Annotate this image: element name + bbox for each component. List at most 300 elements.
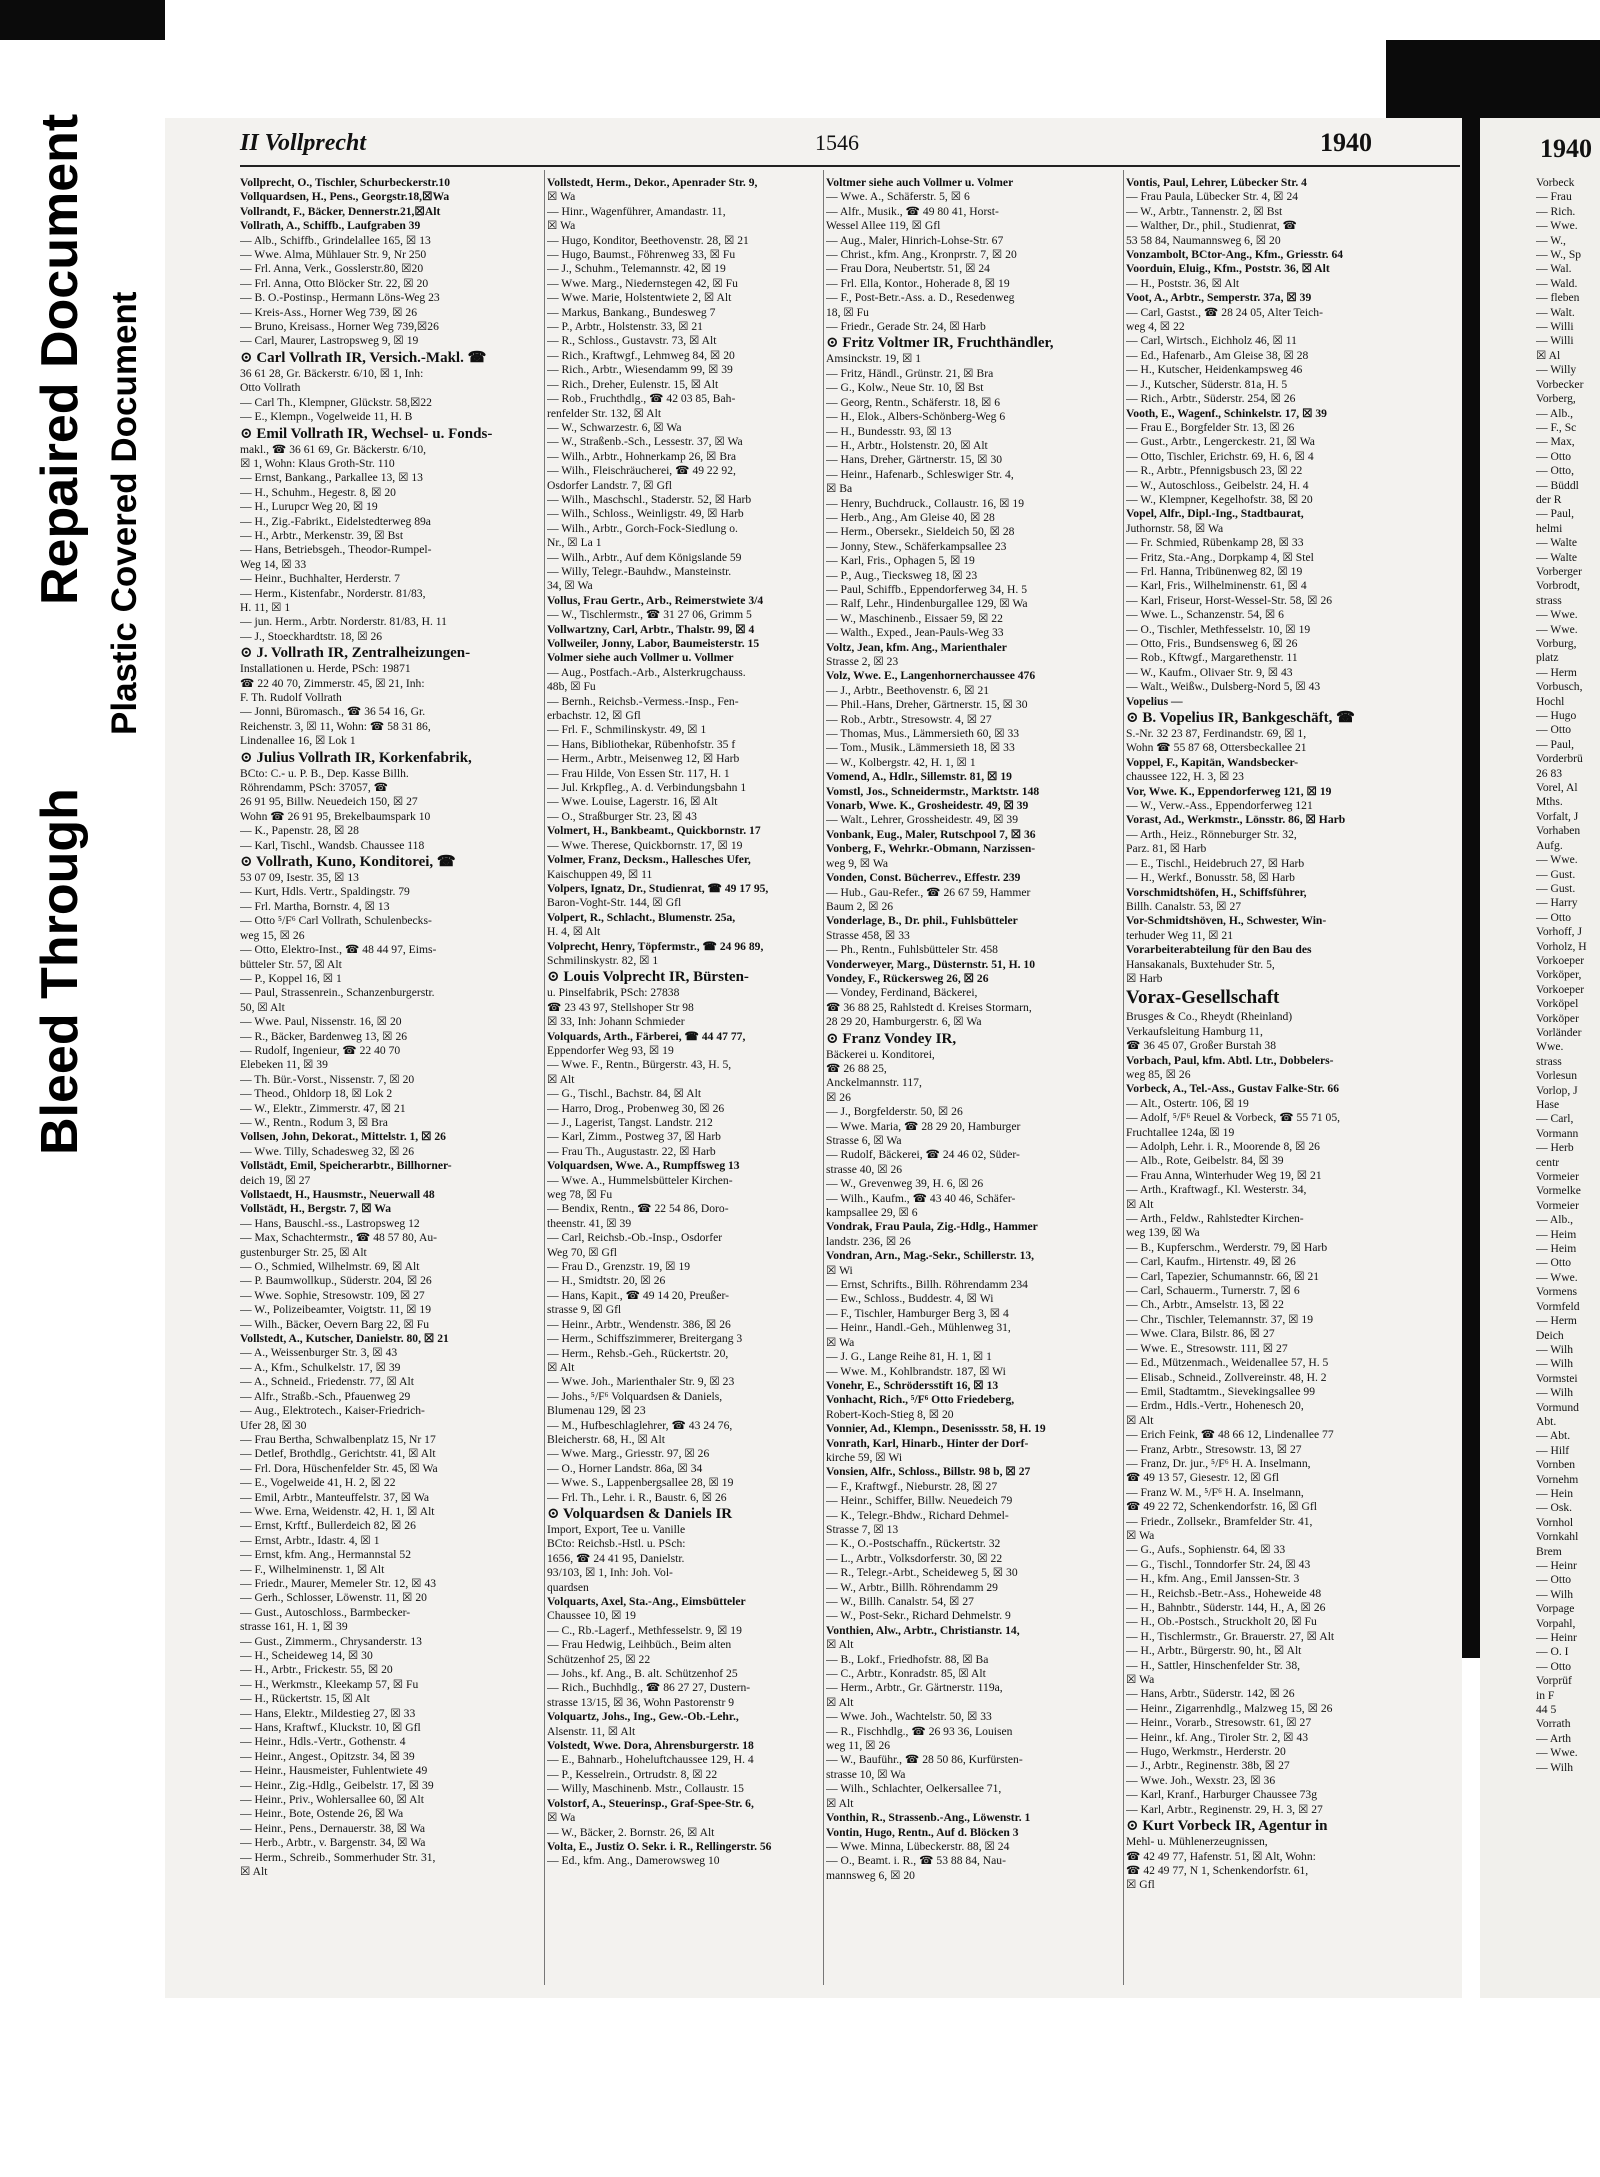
directory-entry: Volquarts, Axel, Sta.-Ang., Eimsbütteler bbox=[547, 1595, 746, 1608]
facing-page-entry: — Willi bbox=[1536, 334, 1574, 348]
facing-page-entry: — Harry bbox=[1536, 896, 1578, 910]
directory-entry: Wohn ☎ 55 87 68, Ottersbeckallee 21 bbox=[1126, 741, 1307, 755]
directory-entry: Vollquardsen, H., Pens., Georgstr.18,☒Wa bbox=[240, 190, 450, 204]
directory-entry: Vollstädt, H., Bergstr. 7, ☒ Wa bbox=[240, 1202, 392, 1216]
directory-entry: — Frau E., Borgfelder Str. 13, ☒ 26 bbox=[1126, 420, 1295, 434]
directory-entry: — F., Kraftwgf., Nieburstr. 28, ☒ 27 bbox=[826, 1479, 998, 1493]
directory-entry: — K., Papenstr. 28, ☒ 28 bbox=[240, 824, 359, 838]
directory-entry: — Gerh., Schlosser, Löwenstr. 11, ☒ 20 bbox=[240, 1591, 427, 1605]
facing-page-entry: — Wwe. bbox=[1536, 1746, 1578, 1760]
directory-entry: — Hans, Dreher, Gärtnerstr. 15, ☒ 30 bbox=[826, 453, 1003, 467]
facing-page-entry: Vormeier bbox=[1536, 1170, 1579, 1184]
directory-entry: Volquardsen, Wwe. A., Rumpffsweg 13 bbox=[547, 1159, 740, 1173]
directory-entry: ⊙ Julius Vollrath IR, Korkenfabrik, bbox=[240, 749, 472, 766]
directory-entry: — Herm., Arbtr., Meisenweg 12, ☒ Harb bbox=[547, 752, 740, 766]
directory-entry: — Ed., kfm. Ang., Damerowsweg 10 bbox=[547, 1854, 720, 1868]
directory-entry: — Aug., Postfach.-Arb., Alsterkrugchauss. bbox=[547, 665, 746, 679]
directory-entry: — Heinr., Bote, Ostende 26, ☒ Wa bbox=[240, 1807, 404, 1821]
directory-entry: — H., Lurupcr Weg 20, ☒ 19 bbox=[240, 500, 378, 514]
facing-page-entry: — Frau bbox=[1536, 190, 1572, 204]
directory-entry: — Heinr., Zig.-Hdlg., Geibelstr. 17, ☒ 39 bbox=[240, 1778, 434, 1792]
directory-entry: Strasse 6, ☒ Wa bbox=[826, 1134, 902, 1147]
facing-page-entry: Vorkoeper bbox=[1536, 953, 1585, 967]
directory-entry: — Ernst, Bankang., Parkallee 13, ☒ 13 bbox=[240, 471, 423, 485]
directory-entry: 18, ☒ Fu bbox=[826, 305, 869, 319]
directory-entry: Vonhacht, Rich., ⁵/F⁶ Otto Friedeberg, bbox=[826, 1393, 1015, 1407]
directory-entry: — Herm., Rehsb.-Geh., Rückertstr. 20, bbox=[547, 1346, 729, 1360]
directory-entry: weg 78, ☒ Fu bbox=[547, 1188, 613, 1202]
directory-entry: Schützenhof 25, ☒ 22 bbox=[547, 1652, 651, 1666]
directory-entry: — Arth., Feldw., Rahlstedter Kirchen- bbox=[1126, 1212, 1304, 1226]
directory-entry: Vonthien, Alw., Arbtr., Christianstr. 14, bbox=[826, 1623, 1020, 1637]
directory-entry: — Jul. Krkpfleg., A. d. Verbindungsbahn 1 bbox=[547, 781, 747, 795]
facing-page-entry: — Otto, bbox=[1536, 464, 1575, 478]
facing-page-entry: — Alb., bbox=[1536, 1213, 1574, 1227]
facing-page-entry: Vorländer bbox=[1536, 1025, 1582, 1039]
directory-entry: makl., ☎ 36 61 69, Gr. Bäckerstr. 6/10, bbox=[240, 442, 427, 456]
directory-entry: — Heinr., Buchhalter, Herderstr. 7 bbox=[240, 572, 400, 586]
directory-entry: — Carl, Schauerm., Turnerstr. 7, ☒ 6 bbox=[1126, 1284, 1300, 1298]
directory-entry: — C., Arbtr., Konradstr. 85, ☒ Alt bbox=[826, 1667, 986, 1681]
directory-entry: Vollrath, A., Schiffb., Laufgraben 39 bbox=[240, 219, 421, 233]
facing-page-entry: strass bbox=[1536, 1054, 1562, 1068]
directory-entry: Vontis, Paul, Lehrer, Lübecker Str. 4 bbox=[1126, 176, 1307, 189]
directory-entry: ⊙ Kurt Vorbeck IR, Agentur in bbox=[1126, 1818, 1328, 1835]
directory-entry: — Fr. Schmied, Rübenkamp 28, ☒ 33 bbox=[1126, 536, 1304, 550]
directory-entry: Vonthin, R., Strassenb.-Ang., Löwenstr. 1 bbox=[826, 1811, 1031, 1825]
directory-entry: — Johs., kf. Ang., B. alt. Schützenhof 25 bbox=[547, 1667, 738, 1681]
directory-entry: — Frl. Hanna, Tribünenweg 82, ☒ 19 bbox=[1126, 564, 1303, 578]
directory-entry: u. Pinselfabrik, PSch: 27838 bbox=[547, 986, 680, 1000]
directory-entry: — Wwe. Sophie, Stresowstr. 109, ☒ 27 bbox=[240, 1288, 425, 1302]
directory-entry: — Rich., Buchhdlg., ☎ 86 27 27, Dustern- bbox=[547, 1681, 751, 1695]
facing-page-entry: — Wilh bbox=[1536, 1386, 1574, 1400]
facing-page-entry: Vornben bbox=[1536, 1458, 1576, 1472]
directory-entry: — A., Kfm., Schulkelstr. 17, ☒ 39 bbox=[240, 1360, 401, 1374]
facing-page-entry: — Hilf bbox=[1536, 1443, 1570, 1457]
directory-entry: — H., Arbtr., Holstenstr. 20, ☒ Alt bbox=[826, 438, 988, 452]
directory-entry: Vonden, Const. Bücherrev., Effestr. 239 bbox=[826, 871, 1021, 885]
directory-entry: — Kreis-Ass., Horner Weg 739, ☒ 26 bbox=[240, 305, 418, 319]
directory-entry: — Heinr., Priv., Wohlersallee 60, ☒ Alt bbox=[240, 1793, 424, 1807]
directory-entry: ⊙ Carl Vollrath IR, Versich.-Makl. ☎ bbox=[240, 349, 487, 366]
directory-entry: — Wwe. Joh., Wachtelstr. 50, ☒ 33 bbox=[826, 1710, 992, 1724]
facing-page-entry: — Willy bbox=[1536, 363, 1577, 377]
facing-page-entry: Vorbecker bbox=[1536, 377, 1584, 391]
directory-entry: quardsen bbox=[547, 1580, 589, 1594]
directory-entry: — W., Arbtr., Billh. Röhrendamm 29 bbox=[826, 1580, 998, 1594]
directory-entry: — Hinr., Wagenführer, Amandastr. 11, bbox=[547, 204, 726, 218]
directory-entry: — Emil, Arbtr., Manteuffelstr. 37, ☒ Wa bbox=[240, 1490, 430, 1504]
directory-entry: — W., Rentn., Rodum 3, ☒ Bra bbox=[240, 1115, 388, 1129]
directory-entry: — Elisab., Schneid., Zollvereinstr. 48, H. 2 bbox=[1126, 1370, 1327, 1384]
directory-entry: ☒ 33, Inh: Johann Schmieder bbox=[547, 1015, 685, 1029]
directory-entry: — Bernh., Reichsb.-Vermess.-Insp., Fen- bbox=[547, 694, 739, 708]
directory-entry: — Heinr., Hafenarb., Schleswiger Str. 4, bbox=[826, 467, 1014, 481]
directory-entry: — Rich., Arbtr., Wiesendamm 99, ☒ 39 bbox=[547, 363, 733, 377]
directory-entry: ☒ Alt bbox=[826, 1796, 854, 1810]
directory-entry: ☎ 26 88 25, bbox=[826, 1061, 887, 1075]
facing-page-entry: Vorprüf bbox=[1536, 1674, 1572, 1688]
directory-entry: Import, Export, Tee u. Vanille bbox=[547, 1522, 686, 1536]
facing-page-entry: — Walte bbox=[1536, 550, 1578, 564]
facing-page-entry: Vorrath bbox=[1536, 1717, 1571, 1731]
directory-entry: — Frl. Martha, Bornstr. 4, ☒ 13 bbox=[240, 899, 390, 913]
directory-entry: Billh. Canalstr. 53, ☒ 27 bbox=[1126, 899, 1242, 913]
facing-page-entry: Wwe. bbox=[1536, 1040, 1564, 1054]
directory-entry: landstr. 236, ☒ 26 bbox=[826, 1234, 911, 1248]
directory-entry: — W., Post-Sekr., Richard Dehmelstr. 9 bbox=[826, 1609, 1011, 1623]
facing-page-entry: — Wwe. bbox=[1536, 622, 1578, 636]
directory-column-2 bbox=[547, 176, 845, 1986]
facing-page-entry: — fleben bbox=[1536, 291, 1580, 305]
facing-page-entry: Vormeier bbox=[1536, 1198, 1579, 1212]
directory-entry: — Heinr., Zigarrenhdlg., Malzweg 15, ☒ 26 bbox=[1126, 1701, 1333, 1715]
directory-entry: — Max, Schachtermstr., ☎ 48 57 80, Au- bbox=[240, 1231, 438, 1245]
directory-entry: — F., Post-Betr.-Ass. a. D., Resedenweg bbox=[826, 291, 1015, 305]
directory-entry: — Herm., Arbtr., Gr. Gärtnerstr. 119a, bbox=[826, 1681, 1003, 1695]
directory-entry: — H., Tischlermstr., Gr. Brauerstr. 27, ☒ Alt bbox=[1126, 1629, 1335, 1643]
directory-entry: — Bendix, Rentn., ☎ 22 54 86, Doro- bbox=[547, 1202, 729, 1216]
directory-entry: — Th. Bür.-Vorst., Nissenstr. 7, ☒ 20 bbox=[240, 1072, 415, 1086]
facing-page-entry: Vorhoff, J bbox=[1536, 925, 1582, 939]
facing-page-entry: — Wilh bbox=[1536, 1587, 1574, 1601]
directory-entry: — Otto, Tischler, Erichstr. 69, H. 6, ☒ 4 bbox=[1126, 449, 1314, 463]
directory-entry: ☒ Wa bbox=[1126, 1673, 1155, 1687]
directory-entry: — Phil.-Hans, Dreher, Gärtnerstr. 15, ☒ 30 bbox=[826, 698, 1028, 712]
facing-page-entry: — Wald. bbox=[1536, 276, 1578, 290]
directory-entry: — Frl. Anna, Otto Blöcker Str. 22, ☒ 20 bbox=[240, 276, 429, 290]
directory-entry: Voot, A., Arbtr., Semperstr. 37a, ☒ 39 bbox=[1126, 291, 1312, 305]
facing-page-entry: Hase bbox=[1536, 1098, 1560, 1111]
facing-page-entry: — Herm bbox=[1536, 665, 1577, 679]
directory-entry: ☎ 42 49 77, N 1, Schenkendorfstr. 61, bbox=[1126, 1863, 1309, 1877]
directory-entry: — Carl, Tapezier, Schumannstr. 66, ☒ 21 bbox=[1126, 1269, 1320, 1283]
directory-entry: — Kurt, Hdls. Vertr., Spaldingstr. 79 bbox=[240, 885, 410, 899]
directory-entry: Vonrath, Karl, Hinarb., Hinter der Dorf- bbox=[826, 1436, 1029, 1450]
directory-entry: — J., Lagerist, Tangst. Landstr. 212 bbox=[547, 1116, 713, 1129]
directory-entry: — Heinr., Handl.-Geh., Mühlenweg 31, bbox=[826, 1321, 1011, 1335]
directory-entry: — G., Tischl., Bachstr. 84, ☒ Alt bbox=[547, 1087, 702, 1101]
directory-entry: ⊙ Franz Vondey IR, bbox=[826, 1030, 957, 1047]
facing-page-entry: Vorlop, J bbox=[1536, 1083, 1578, 1097]
directory-entry: renfelder Str. 132, ☒ Alt bbox=[547, 406, 662, 420]
directory-entry: — K., O.-Postschaffn., Rückertstr. 32 bbox=[826, 1537, 1001, 1551]
directory-entry: — Wwe. E., Stresowstr. 111, ☒ 27 bbox=[1126, 1341, 1288, 1355]
directory-entry: Vollstedt, A., Kutscher, Danielstr. 80, ☒ 21 bbox=[240, 1332, 449, 1346]
directory-entry: Voltmer siehe auch Vollmer u. Volmer bbox=[826, 176, 1014, 189]
page-number: 1546 bbox=[815, 130, 859, 155]
directory-entry: Brusges & Co., Rheydt (Rheinland) bbox=[1126, 1010, 1293, 1024]
directory-entry: — W., Grevenweg 39, H. 6, ☒ 26 bbox=[826, 1177, 984, 1191]
directory-entry: ☒ Alt bbox=[240, 1865, 268, 1879]
directory-entry: — Aug., Maler, Hinrich-Lohse-Str. 67 bbox=[826, 233, 1004, 247]
directory-entry: strasse 40, ☒ 26 bbox=[826, 1162, 903, 1176]
directory-entry: — Chr., Tischler, Telemannstr. 37, ☒ 19 bbox=[1126, 1312, 1313, 1326]
directory-entry: ⊙ Volquardsen & Daniels IR bbox=[547, 1505, 733, 1522]
directory-entry: weg 9, ☒ Wa bbox=[826, 856, 889, 870]
directory-entry: — Theod., Ohldorp 18, ☒ Lok 2 bbox=[240, 1087, 393, 1101]
directory-entry: — Herm., Schiffszimmerer, Breitergang 3 bbox=[547, 1332, 743, 1346]
directory-entry: — jun. Herm., Arbtr. Norderstr. 81/83, H. 11 bbox=[240, 615, 447, 629]
scanner-edge-top-right bbox=[1386, 40, 1600, 120]
directory-entry: S.-Nr. 32 23 87, Ferdinandstr. 69, ☒ 1, bbox=[1126, 727, 1307, 741]
directory-entry: Vonderweyer, Marg., Düsternstr. 51, H. 10 bbox=[826, 957, 1035, 971]
facing-page-entry: — Otto bbox=[1536, 449, 1572, 463]
directory-entry: Strasse 2, ☒ 23 bbox=[826, 655, 899, 668]
directory-entry: — Hugo, Werkmstr., Herderstr. 20 bbox=[1126, 1745, 1286, 1759]
directory-entry: — Erdm., Hdls.-Vertr., Hohenesch 20, bbox=[1126, 1399, 1304, 1413]
facing-page-entry: Mths. bbox=[1536, 795, 1563, 809]
facing-page-entry: — Otto bbox=[1536, 1573, 1572, 1587]
directory-entry: — Alfr., Musik., ☎ 49 80 41, Horst- bbox=[826, 204, 999, 218]
directory-entry: Vonzambolt, BCtor-Ang., Kfm., Griesstr. 64 bbox=[1126, 248, 1344, 262]
directory-entry: — Ph., Rentn., Fuhlsbütteler Str. 458 bbox=[826, 943, 998, 957]
facing-page-entry: strass bbox=[1536, 593, 1562, 607]
directory-entry: — Otto ⁵/F⁶ Carl Vollrath, Schulenbecks- bbox=[240, 914, 432, 928]
facing-page-column bbox=[1536, 176, 1600, 1775]
directory-entry: — Frau D., Grenzstr. 19, ☒ 19 bbox=[547, 1260, 691, 1274]
directory-entry: — Otto, Fris., Bundsensweg 6, ☒ 26 bbox=[1126, 637, 1298, 650]
directory-entry: — E., Tischl., Heidebruch 27, ☒ Harb bbox=[1126, 856, 1305, 870]
directory-entry: — Friedr., Gerade Str. 24, ☒ Harb bbox=[826, 320, 986, 334]
directory-entry: Baron-Voght-Str. 144, ☒ Gfl bbox=[547, 896, 682, 910]
directory-entry: H. 4, ☒ Alt bbox=[547, 925, 601, 939]
facing-page-entry: — F., Sc bbox=[1536, 420, 1577, 434]
directory-entry: ☒ 1, Wohn: Klaus Groth-Str. 110 bbox=[240, 456, 395, 470]
directory-entry: — Herb., Ang., Am Gleise 40, ☒ 28 bbox=[826, 510, 995, 524]
directory-entry: — Ernst, Schrifts., Billh. Röhrendamm 234 bbox=[826, 1278, 1028, 1292]
directory-entry: — Wilh., Bäcker, Oevern Barg 22, ☒ Fu bbox=[240, 1317, 430, 1331]
directory-entry: ☒ Alt bbox=[547, 1360, 575, 1374]
directory-entry: Blumenau 129, ☒ 23 bbox=[547, 1404, 646, 1418]
directory-entry: — H., Arbtr., Bürgerstr. 90, ht., ☒ Alt bbox=[1126, 1644, 1302, 1658]
facing-page-entry: Vormstei bbox=[1536, 1371, 1578, 1385]
directory-entry: Chaussee 10, ☒ 19 bbox=[547, 1609, 636, 1623]
directory-entry: 48b, ☒ Fu bbox=[547, 680, 596, 694]
facing-page-entry: — Heinr bbox=[1536, 1559, 1577, 1572]
directory-entry: Vontin, Hugo, Rentn., Auf d. Blöcken 3 bbox=[826, 1825, 1019, 1839]
directory-entry: — W., Autoschloss., Geibelstr. 24, H. 4 bbox=[1126, 478, 1309, 492]
directory-entry: Vondrak, Frau Paula, Zig.-Hdlg., Hammer bbox=[826, 1220, 1038, 1234]
directory-entry: — H., Rückertstr. 15, ☒ Alt bbox=[240, 1692, 370, 1706]
directory-entry: — Rich., Arbtr., Süderstr. 254, ☒ 26 bbox=[1126, 392, 1296, 406]
directory-entry: Vor, Wwe. K., Eppendorferweg 121, ☒ 19 bbox=[1126, 784, 1332, 798]
directory-entry: Vollstaedt, H., Hausmstr., Neuerwall 48 bbox=[240, 1188, 435, 1201]
directory-entry: 36 61 28, Gr. Bäckerstr. 6/10, ☒ 1, Inh: bbox=[240, 366, 424, 380]
directory-entry: — Frau Dora, Neubertstr. 51, ☒ 24 bbox=[826, 262, 990, 276]
directory-entry: — F., Tischler, Hamburger Berg 3, ☒ 4 bbox=[826, 1306, 1009, 1320]
directory-entry: — Fritz, Sta.-Ang., Dorpkamp 4, ☒ Stel bbox=[1126, 550, 1314, 564]
directory-entry: — Wwe. Louise, Lagerstr. 16, ☒ Alt bbox=[547, 795, 718, 809]
facing-page-entry: Aufg. bbox=[1536, 838, 1563, 852]
directory-entry: — W., Bäcker, 2. Bornstr. 26, ☒ Alt bbox=[547, 1825, 715, 1839]
directory-entry: ☒ Wa bbox=[547, 190, 576, 204]
directory-entry: — Frau Paula, Lübecker Str. 4, ☒ 24 bbox=[1126, 190, 1299, 204]
directory-entry: Nr., ☒ La 1 bbox=[547, 536, 602, 550]
directory-entry: Röhrendamm, PSch: 37057, ☎ bbox=[240, 781, 389, 795]
directory-entry: — Carl, Maurer, Lastropsweg 9, ☒ 19 bbox=[240, 334, 419, 348]
directory-entry: BCto: C.- u. P. B., Dep. Kasse Billh. bbox=[240, 766, 409, 780]
directory-entry: — H., Werkf., Bonusstr. 58, ☒ Harb bbox=[1126, 871, 1295, 885]
directory-entry: — W., Straßenb.-Sch., Lessestr. 37, ☒ Wa bbox=[547, 435, 743, 449]
directory-entry: — H., kfm. Ang., Emil Janssen-Str. 3 bbox=[1126, 1572, 1300, 1586]
directory-entry: — C., Rb.-Lagerf., Methfesselstr. 9, ☒ 19 bbox=[547, 1623, 742, 1637]
directory-entry: — Wwe. Paul, Nissenstr. 16, ☒ 20 bbox=[240, 1015, 402, 1029]
directory-entry: — Walt., Lehrer, Grossheidestr. 49, ☒ 39 bbox=[826, 813, 1018, 827]
directory-entry: — J., Kutscher, Süderstr. 81a, H. 5 bbox=[1126, 377, 1288, 391]
directory-entry: — E., Bahnarb., Hoheluftchaussee 129, H. 4 bbox=[547, 1753, 754, 1767]
directory-entry: ⊙ Emil Vollrath IR, Wechsel- u. Fonds- bbox=[240, 425, 493, 442]
directory-entry: — E., Vogelweide 41, H. 2, ☒ 22 bbox=[240, 1476, 396, 1490]
directory-entry: — Heinr., Pens., Dernauerstr. 38, ☒ Wa bbox=[240, 1821, 426, 1835]
directory-entry: ☎ 36 88 25, Rahlstedt d. Kreises Stormarn, bbox=[826, 1000, 1032, 1014]
directory-entry: — J. G., Lange Reihe 81, H. 1, ☒ 1 bbox=[826, 1350, 992, 1364]
directory-entry: — H., Zig.-Fabrikt., Eidelstedterweg 89a bbox=[240, 514, 431, 528]
directory-entry: Volstorf, A., Steuerinsp., Graf-Spee-Str. 6, bbox=[547, 1796, 754, 1810]
directory-entry: Weg 70, ☒ Gfl bbox=[547, 1245, 617, 1259]
directory-entry: Reichenstr. 3, ☒ 11, Wohn: ☎ 58 31 86, bbox=[240, 719, 431, 733]
facing-page-entry: Vornkahl bbox=[1536, 1530, 1579, 1544]
directory-entry: — B., Kupferschm., Werderstr. 79, ☒ Harb bbox=[1126, 1240, 1328, 1254]
directory-entry: Verkaufsleitung Hamburg 11, bbox=[1126, 1024, 1263, 1038]
directory-column-4 bbox=[1126, 176, 1424, 1986]
directory-entry: — Gust., Arbtr., Lengerckestr. 21, ☒ Wa bbox=[1126, 435, 1315, 449]
directory-entry: — G., Tischl., Tonndorfer Str. 24, ☒ 43 bbox=[1126, 1557, 1311, 1571]
directory-entry: Otto Vollrath bbox=[240, 381, 301, 395]
directory-entry: — H., Reichsb.-Betr.-Ass., Hoheweide 48 bbox=[1126, 1586, 1322, 1600]
directory-entry: H. 11, ☒ 1 bbox=[240, 600, 291, 614]
directory-entry: — Heinr., Schiffer, Billw. Neuedeich 79 bbox=[826, 1494, 1013, 1508]
facing-page-entry: — Wal. bbox=[1536, 262, 1572, 276]
directory-entry: — Frl. Dora, Hüschenfelder Str. 45, ☒ Wa bbox=[240, 1461, 438, 1475]
directory-entry: — R., Schloss., Gustavstr. 73, ☒ Alt bbox=[547, 334, 717, 348]
directory-entry: weg 85, ☒ 26 bbox=[1126, 1067, 1191, 1081]
directory-entry: — Markus, Bankang., Bundesweg 7 bbox=[547, 305, 716, 319]
directory-entry: ☒ Wa bbox=[826, 1335, 855, 1349]
directory-entry: Volta, E., Justiz O. Sekr. i. R., Rellingerstr. 56 bbox=[547, 1839, 772, 1853]
directory-entry: — Thomas, Mus., Lämmersieth 60, ☒ 33 bbox=[826, 727, 1020, 741]
directory-entry: — Wwe. S., Lappenbergsallee 28, ☒ 19 bbox=[547, 1476, 734, 1490]
directory-entry: Voltz, Jean, kfm. Ang., Marienthaler bbox=[826, 640, 1007, 654]
directory-entry: Vollprecht, O., Tischler, Schurbeckerstr.10 bbox=[240, 176, 450, 189]
directory-entry: Wessel Allee 119, ☒ Gfl bbox=[826, 219, 941, 233]
facing-page-entry: — Hein bbox=[1536, 1486, 1574, 1500]
directory-entry: — P., Arbtr., Holstenstr. 33, ☒ 21 bbox=[547, 320, 703, 334]
page-header bbox=[240, 128, 1460, 168]
directory-entry: ⊙ Vollrath, Kuno, Konditorei, ☎ bbox=[240, 854, 456, 871]
directory-entry: — Heinr., Hausmeister, Fuhlentwiete 49 bbox=[240, 1764, 428, 1778]
directory-column-3 bbox=[826, 176, 1124, 1986]
directory-entry: — W., Tischlermstr., ☎ 31 27 06, Grimm 5 bbox=[547, 608, 752, 622]
directory-entry: — Rich., Dreher, Eulenstr. 15, ☒ Alt bbox=[547, 377, 719, 391]
directory-entry: weg 15, ☒ 26 bbox=[240, 928, 305, 942]
directory-entry: ☒ Gfl bbox=[1126, 1878, 1155, 1892]
facing-page-entry: Vorköper, bbox=[1536, 968, 1582, 982]
directory-entry: — Wwe. A., Schäferstr. 5, ☒ 6 bbox=[826, 190, 970, 204]
facing-page-entry: Vorberg, bbox=[1536, 392, 1576, 406]
directory-entry: — Hans, Betriebsgeh., Theodor-Rumpel- bbox=[240, 543, 432, 557]
directory-entry: — Franz, Arbtr., Stresowstr. 13, ☒ 27 bbox=[1126, 1442, 1302, 1456]
directory-entry: — Georg, Rentn., Schäferstr. 18, ☒ 6 bbox=[826, 395, 1001, 409]
directory-entry: — Carl Th., Klempner, Glückstr. 58,☒22 bbox=[240, 395, 432, 409]
facing-page-entry: — Wwe. bbox=[1536, 853, 1578, 867]
facing-page-entry: — Gust. bbox=[1536, 881, 1576, 895]
directory-entry: — Bruno, Kreisass., Horner Weg 739,☒26 bbox=[240, 320, 439, 334]
directory-entry: Vondran, Arn., Mag.-Sekr., Schillerstr. 13, bbox=[826, 1249, 1035, 1263]
directory-entry: — Detlef, Brothdlg., Gerichtstr. 41, ☒ Alt bbox=[240, 1447, 436, 1461]
directory-entry: Fruchtallee 124a, ☒ 19 bbox=[1126, 1125, 1235, 1139]
directory-entry: Volpers, Ignatz, Dr., Studienrat, ☎ 49 17 95, bbox=[547, 881, 769, 895]
directory-entry: — Wwe. Joh., Wexstr. 23, ☒ 36 bbox=[1126, 1773, 1276, 1787]
facing-page-entry: — Wwe. bbox=[1536, 608, 1578, 622]
directory-entry: — Franz W. M., ⁵/F⁶ H. A. Inselmann, bbox=[1126, 1485, 1304, 1499]
facing-page-entry: Vormann bbox=[1536, 1126, 1579, 1140]
facing-page-entry: — Paul, bbox=[1536, 507, 1575, 521]
directory-entry: — W., Arbtr., Tannenstr. 2, ☒ Bst bbox=[1126, 204, 1283, 218]
header-year: 1940 bbox=[1320, 128, 1372, 157]
directory-entry: — W., Billh. Canalstr. 54, ☒ 27 bbox=[826, 1595, 974, 1608]
directory-entry: — Heinr., Angest., Opitzstr. 34, ☒ 39 bbox=[240, 1749, 415, 1763]
directory-entry: Vonarb, Wwe. K., Grosheidestr. 49, ☒ 39 bbox=[826, 799, 1029, 813]
directory-entry: Voppel, F., Kapitän, Wandsbecker- bbox=[1126, 755, 1299, 769]
directory-entry: — R., Telegr.-Arbt., Scheideweg 5, ☒ 30 bbox=[826, 1566, 1018, 1580]
facing-page-entry: — Heim bbox=[1536, 1227, 1577, 1241]
directory-entry: — Rob., Fruchthdlg., ☎ 42 03 85, Bah- bbox=[547, 392, 736, 406]
directory-entry: — Frau Anna, Winterhuder Weg 19, ☒ 21 bbox=[1126, 1168, 1322, 1182]
directory-entry: Vollweiler, Jonny, Labor, Baumeisterstr. 15 bbox=[547, 637, 760, 650]
facing-page-entry: — Otto bbox=[1536, 723, 1572, 737]
directory-entry: strasse 10, ☒ Wa bbox=[826, 1767, 906, 1781]
directory-entry: mannsweg 6, ☒ 20 bbox=[826, 1868, 915, 1882]
directory-entry: ☎ 23 43 97, Stellshoper Str 98 bbox=[547, 1000, 694, 1014]
directory-entry: — L., Arbtr., Volksdorferstr. 30, ☒ 22 bbox=[826, 1551, 1003, 1565]
directory-entry: — Karl, Tischl., Wandsb. Chaussee 118 bbox=[240, 838, 425, 852]
directory-entry: Installationen u. Herde, PSch: 19871 bbox=[240, 662, 411, 676]
directory-entry: — Willy, Telegr.-Bauhdw., Mansteinstr. bbox=[547, 564, 732, 578]
facing-page-entry: helmi bbox=[1536, 521, 1563, 535]
directory-entry: 1656, ☎ 24 41 95, Danielstr. bbox=[547, 1551, 685, 1565]
directory-entry: — Jonni, Büromasch., ☎ 36 54 16, Gr. bbox=[240, 705, 426, 719]
directory-entry: Amsinckstr. 19, ☒ 1 bbox=[826, 352, 922, 366]
directory-entry: bütteler Str. 57, ☒ Alt bbox=[240, 957, 342, 971]
directory-entry: Hansakanals, Buxtehuder Str. 5, bbox=[1126, 957, 1275, 971]
directory-entry: — Wwe. L., Schanzenstr. 54, ☒ 6 bbox=[1126, 608, 1284, 622]
directory-entry: 28 29 20, Hamburgerstr. 6, ☒ Wa bbox=[826, 1015, 982, 1029]
directory-entry: — A., Weissenburger Str. 3, ☒ 43 bbox=[240, 1346, 398, 1360]
directory-entry: — O., Straßburger Str. 23, ☒ 43 bbox=[547, 809, 697, 823]
facing-page-entry: — Walt. bbox=[1536, 305, 1575, 319]
directory-entry: — H., Bundesstr. 93, ☒ 13 bbox=[826, 424, 952, 438]
directory-entry: — Walt., Weißw., Dulsberg-Nord 5, ☒ 43 bbox=[1126, 680, 1321, 694]
facing-page-entry: — Carl, bbox=[1536, 1112, 1574, 1126]
directory-entry: Bäckerei u. Konditorei, bbox=[826, 1047, 935, 1061]
facing-page-entry: Vorhaben bbox=[1536, 824, 1581, 838]
facing-page-entry: Vorbeck bbox=[1536, 176, 1575, 189]
facing-page-entry: Vormelke bbox=[1536, 1184, 1581, 1198]
directory-entry: kirche 59, ☒ Wi bbox=[826, 1450, 903, 1464]
directory-entry: — Arth., Heiz., Rönneburger Str. 32, bbox=[1126, 827, 1297, 841]
directory-entry: ☎ 36 45 07, Großer Burstah 38 bbox=[1126, 1039, 1277, 1053]
directory-entry: Weg 14, ☒ 33 bbox=[240, 557, 307, 571]
directory-entry: Volquartz, Johs., Ing., Gew.-Ob.-Lehr., bbox=[547, 1710, 739, 1724]
facing-page-entry: Vorlesun bbox=[1536, 1069, 1578, 1083]
directory-entry: — Emil, Stadtamtm., Sievekingsallee 99 bbox=[1126, 1384, 1316, 1398]
directory-entry: — Ernst, kfm. Ang., Hermannstal 52 bbox=[240, 1548, 411, 1562]
directory-entry: — Wwe. Alma, Mühlauer Str. 9, Nr 250 bbox=[240, 248, 427, 262]
directory-entry: — Walther, Dr., phil., Studienrat, ☎ bbox=[1126, 219, 1297, 233]
directory-entry: Vollsen, John, Dekorat., Mittelstr. 1, ☒ 26 bbox=[240, 1130, 446, 1144]
